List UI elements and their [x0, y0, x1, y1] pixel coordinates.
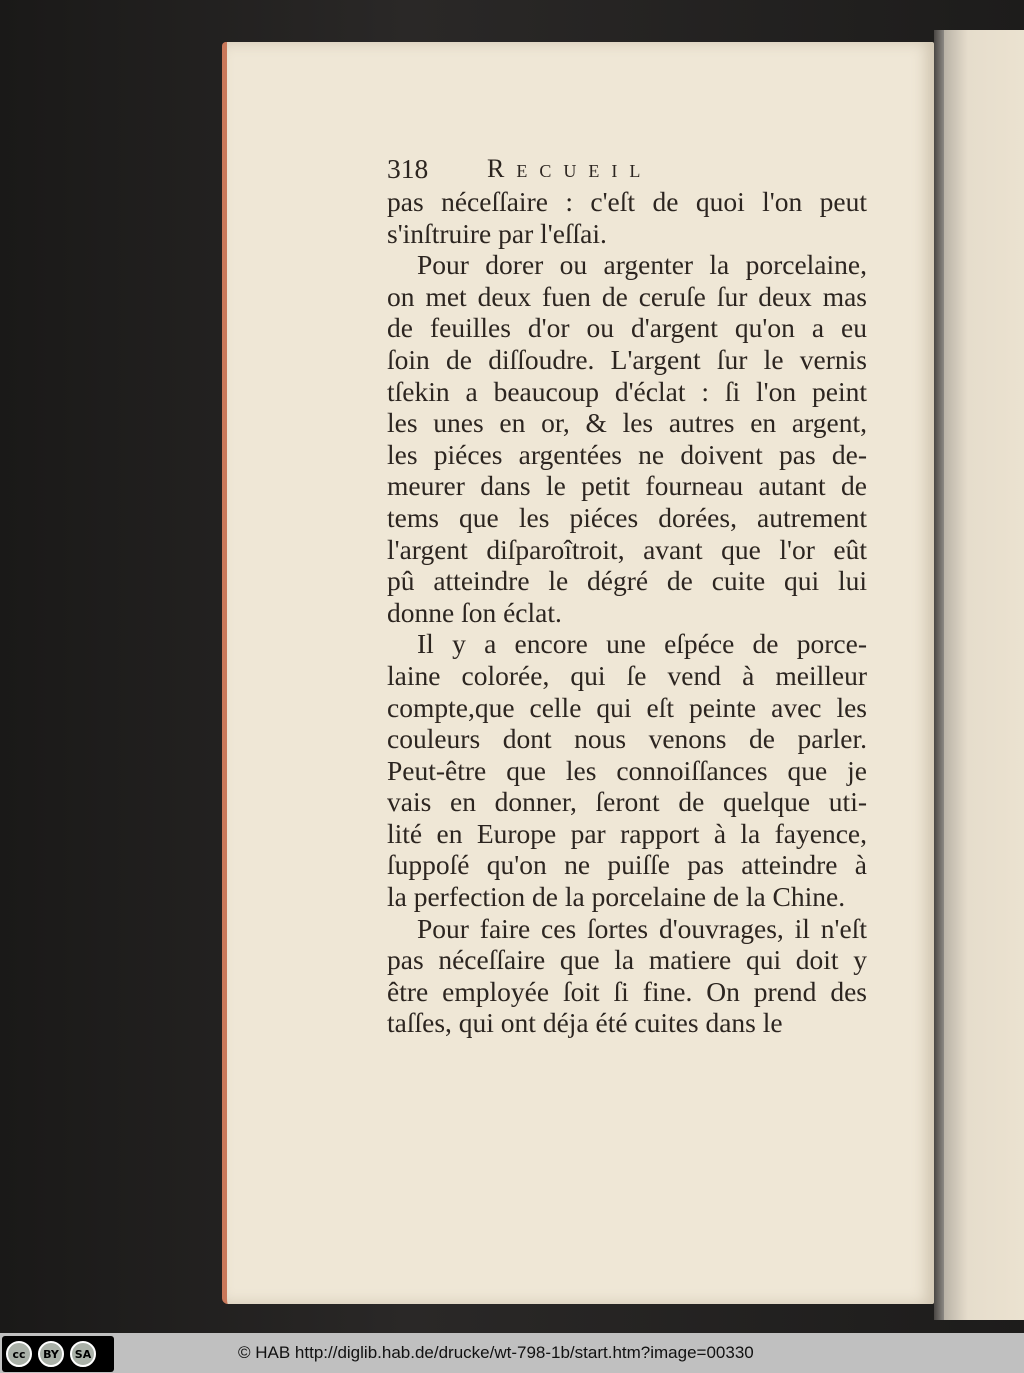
facing-page-edge	[944, 30, 1024, 1320]
text-line: être employée ſoit ſi fine. On prend des	[387, 975, 867, 1007]
text-line: s'inſtruire par l'eſſai.	[387, 217, 607, 249]
text-line: les unes en or, & les autres en argent,	[387, 407, 867, 439]
running-title: Recueil	[487, 154, 653, 183]
by-icon: BY	[38, 1341, 64, 1367]
text-line: donne ſon éclat.	[387, 596, 562, 628]
text-line: meurer dans le petit fourneau autant de	[387, 470, 867, 502]
credit-link[interactable]: © HAB http://diglib.hab.de/drucke/wt-798-1b/start.htm?image=00330	[238, 1343, 754, 1362]
text-line: Peut-être que les connoiſſances que je	[387, 754, 867, 786]
text-line: la perfection de la porcelaine de la Chine.	[387, 881, 846, 913]
text-line: pas néceſſaire : c'eſt de quoi l'on peut	[387, 186, 867, 217]
text-line: ſuppoſé qu'on ne puiſſe pas atteindre à	[387, 849, 867, 881]
text-line: lité en Europe par rapport à la fayence,	[387, 817, 867, 849]
text-line: ſoin de diſſoudre. L'argent ſur le vernis	[387, 343, 867, 375]
text-line: pas néceſſaire que la matiere qui doit y	[387, 944, 867, 976]
page-number: 318	[387, 153, 429, 184]
cc-by-sa-badge[interactable]	[2, 1336, 114, 1372]
page-text	[387, 153, 867, 1039]
text-line: compte,que celle qui eſt peinte avec les	[387, 691, 867, 723]
text-line: Pour dorer ou argenter la porcelaine,	[417, 249, 867, 281]
footer-bar	[0, 1333, 1024, 1373]
text-line: Il y a encore une eſpéce de porce-	[417, 628, 867, 660]
text-line: pû atteindre le dégré de cuite qui lui	[387, 565, 867, 597]
text-line: l'argent diſparoîtroit, avant que l'or eût	[387, 533, 867, 565]
text-line: Pour faire ces ſortes d'ouvrages, il n'eſt	[417, 912, 867, 944]
text-line: tems que les piéces dorées, autrement	[387, 501, 867, 533]
text-line: on met deux fuen de ceruſe ſur deux mas	[387, 280, 867, 312]
sa-icon: SA	[70, 1341, 96, 1367]
text-line: de feuilles d'or ou d'argent qu'on a eu	[387, 312, 867, 344]
text-line: laine colorée, qui ſe vend à meilleur	[387, 659, 867, 691]
cc-icon: cc	[6, 1341, 32, 1367]
page-header	[387, 153, 867, 184]
text-line: couleurs dont nous venons de parler.	[387, 723, 867, 755]
text-line: tſekin a beaucoup d'éclat : ſi l'on peint	[387, 375, 867, 407]
book-gutter	[934, 30, 944, 1320]
text-line: taſſes, qui ont déja été cuites dans le	[387, 1007, 783, 1039]
text-line: les piéces argentées ne doivent pas de-	[387, 438, 867, 470]
text-line: vais en donner, ſeront de quelque uti-	[387, 786, 867, 818]
